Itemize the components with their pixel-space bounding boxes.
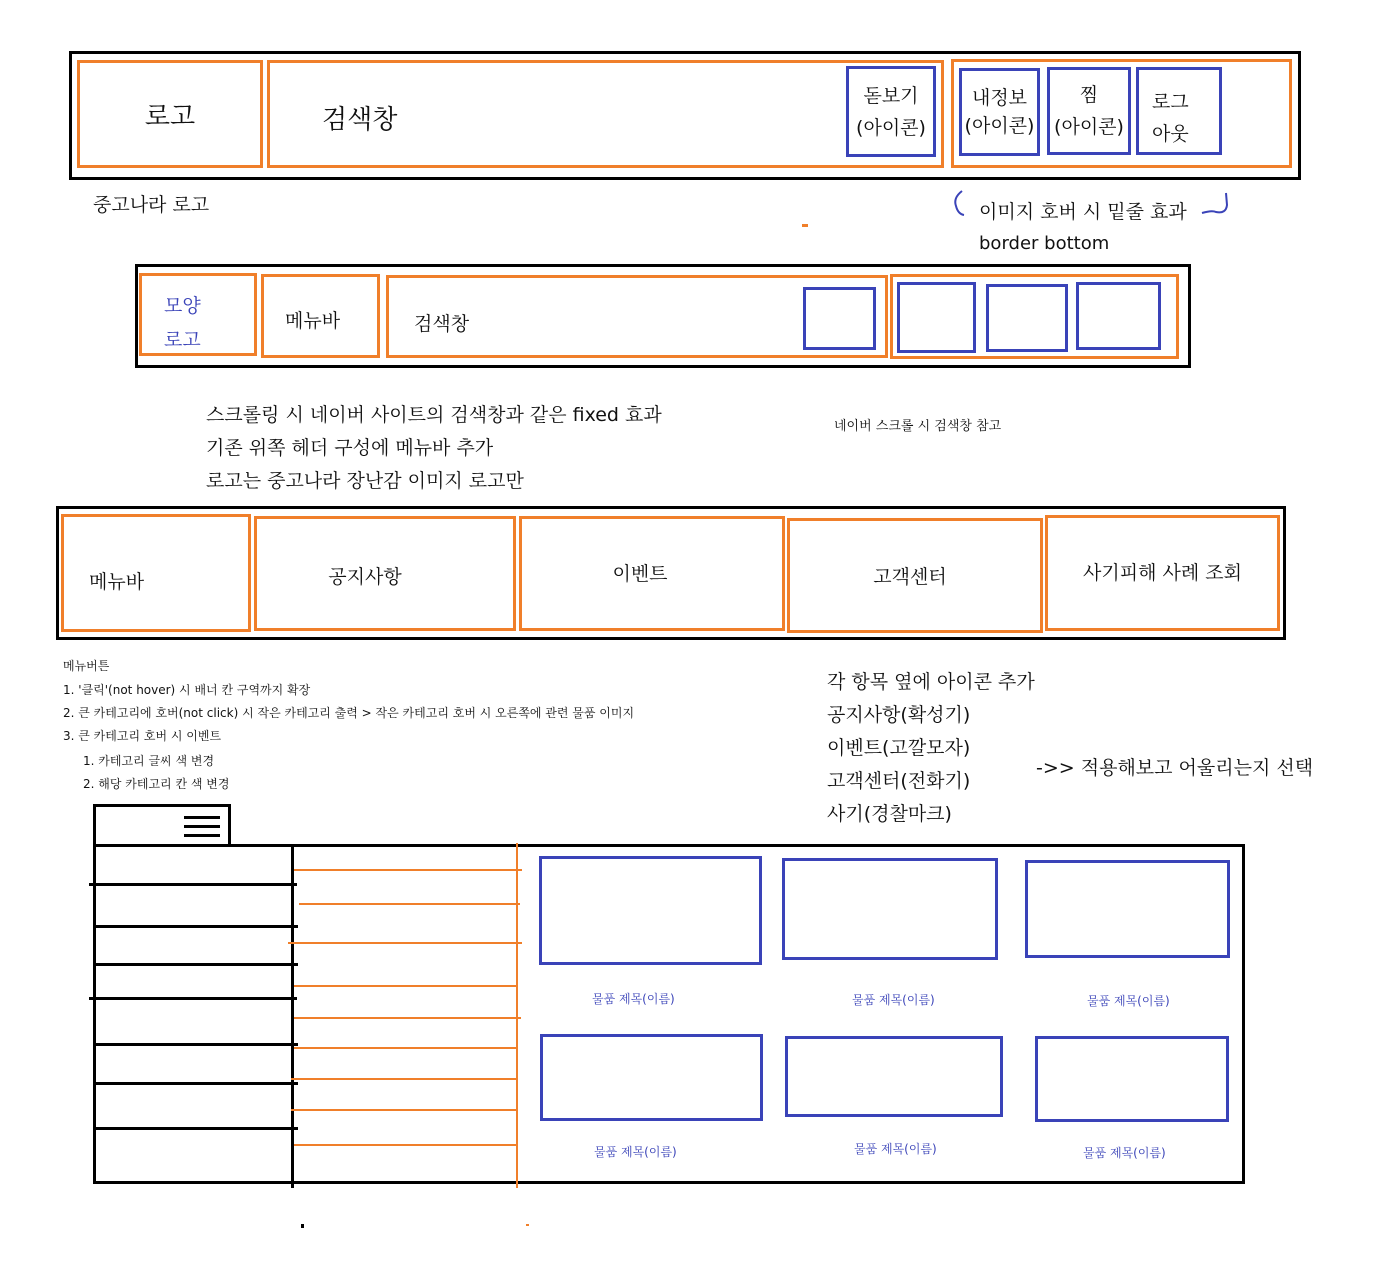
icon-choice-note: ->> 적용해보고 어울리는지 선택 [1036, 757, 1314, 779]
product-title-3[interactable]: 물품 제목(이름) [1087, 994, 1170, 1008]
magnifier-icon[interactable] [846, 66, 936, 157]
nav-item-customer-center[interactable] [787, 518, 1043, 633]
logo-label: 로고 [144, 101, 196, 132]
nav-item-notice[interactable] [254, 516, 516, 631]
product-image-6[interactable] [1035, 1036, 1229, 1122]
small-category-row-3[interactable] [288, 942, 522, 944]
product-title-2[interactable]: 물품 제목(이름) [852, 993, 935, 1007]
wishlist-icon[interactable] [1047, 67, 1131, 155]
stray-orange-mark [802, 224, 808, 227]
large-category-row-2[interactable] [93, 925, 298, 928]
magnifier-icon-2[interactable] [803, 287, 876, 350]
large-category-row-7[interactable] [93, 1127, 298, 1130]
large-category-row-5[interactable] [93, 1043, 298, 1046]
menu-subnote-1: 1. 카테고리 글씨 색 변경 [83, 754, 215, 768]
icon-note-3: 고객센터(전화기) [827, 770, 971, 792]
small-category-row-5[interactable] [294, 1017, 521, 1019]
large-category-row-1[interactable] [89, 883, 297, 886]
my-info-sublabel: (아이콘) [964, 115, 1035, 137]
small-category-row-6[interactable] [294, 1047, 518, 1049]
hamburger-icon[interactable] [184, 816, 220, 838]
product-title-5[interactable]: 물품 제목(이름) [854, 1142, 937, 1156]
menubar-label: 메뉴바 [285, 310, 341, 332]
nav-item-fraud-lookup-label: 사기피해 사례 조회 [1083, 562, 1242, 584]
product-title-1[interactable]: 물품 제목(이름) [592, 992, 675, 1006]
logout-sublabel: 아웃 [1152, 123, 1189, 145]
nav-item-customer-center-label: 고객센터 [873, 566, 947, 588]
product-image-4[interactable] [540, 1034, 763, 1121]
nav-item-event[interactable] [519, 516, 785, 631]
icon-note-1: 공지사항(확성기) [827, 704, 971, 726]
shape-logo-label: 모양 [164, 295, 201, 317]
small-category-row-8[interactable] [291, 1109, 518, 1111]
product-title-6[interactable]: 물품 제목(이름) [1083, 1146, 1166, 1160]
small-category-row-2[interactable] [299, 903, 520, 905]
logo-box[interactable] [77, 60, 263, 168]
wishlist-icon-2[interactable] [986, 284, 1068, 352]
icon-note-2: 이벤트(고깔모자) [827, 737, 971, 759]
nav-item-notice-label: 공지사항 [328, 566, 402, 588]
wishlist-label: 찜 [1079, 84, 1099, 106]
menu-note-3: 3. 큰 카테고리 호버 시 이벤트 [63, 729, 222, 743]
search-label-2: 검색창 [414, 313, 470, 335]
small-category-divider [516, 843, 518, 1188]
menu-button-note-title: 메뉴버튼 [63, 659, 110, 673]
my-info-icon[interactable] [959, 68, 1040, 156]
small-category-row-7[interactable] [291, 1078, 518, 1080]
wishlist-sublabel: (아이콘) [1054, 116, 1124, 138]
shape-logo-sublabel: 로고 [164, 329, 201, 351]
fixed-note-1: 스크롤링 시 네이버 사이트의 검색창과 같은 fixed 효과 [206, 404, 662, 426]
small-category-row-9[interactable] [294, 1144, 518, 1146]
stray-orange-mark-2 [526, 1224, 529, 1226]
icon-note-4: 사기(경찰마크) [827, 803, 952, 825]
fixed-note-2: 기존 위쪽 헤더 구성에 메뉴바 추가 [206, 437, 494, 459]
product-title-4[interactable]: 물품 제목(이름) [594, 1145, 677, 1159]
nav-item-menubar[interactable] [61, 514, 251, 632]
nav-item-fraud-lookup[interactable] [1045, 515, 1280, 631]
hover-note: 이미지 호버 시 밑줄 효과 [979, 201, 1187, 223]
menu-subnote-2: 2. 해당 카테고리 칸 색 변경 [83, 777, 230, 791]
nav-item-menubar-label: 메뉴바 [89, 571, 145, 593]
small-category-row-1[interactable] [294, 869, 522, 871]
naver-reference-note: 네이버 스크롤 시 검색창 참고 [834, 419, 1002, 434]
search-box[interactable] [267, 60, 944, 168]
menu-note-2: 2. 큰 카테고리에 호버(not click) 시 작은 카테고리 출력 > 작은 카테고리 호버 시 오른쪽에 관련 물품 이미지 [63, 706, 635, 720]
hamburger-tab[interactable] [93, 804, 231, 847]
shape-logo-box[interactable] [139, 273, 257, 356]
search-label: 검색창 [322, 105, 398, 135]
large-category-row-6[interactable] [93, 1082, 298, 1085]
product-image-3[interactable] [1025, 860, 1230, 958]
my-info-label: 내정보 [971, 87, 1028, 109]
large-category-row-4[interactable] [89, 997, 297, 1000]
border-bottom-note: border bottom [979, 233, 1110, 254]
icon-note-0: 각 항목 옆에 아이콘 추가 [827, 671, 1035, 693]
menubar-box[interactable] [261, 274, 380, 358]
menu-note-1: 1. '클릭'(not hover) 시 배너 칸 구역까지 확장 [63, 683, 311, 697]
product-image-1[interactable] [539, 856, 762, 965]
product-image-2[interactable] [782, 858, 998, 960]
stray-black-mark [301, 1224, 304, 1228]
logout-button[interactable] [1136, 67, 1222, 155]
nav-item-event-label: 이벤트 [612, 563, 668, 585]
fixed-note-3: 로고는 중고나라 장난감 이미지 로고만 [206, 470, 524, 492]
my-info-icon-2[interactable] [897, 282, 976, 353]
magnifier-sublabel: (아이콘) [856, 116, 926, 139]
logout-label: 로그 [1152, 91, 1189, 113]
product-image-5[interactable] [785, 1036, 1003, 1117]
logo-note: 중고나라 로고 [93, 194, 210, 216]
magnifier-label: 돋보기 [863, 84, 919, 107]
large-category-row-3[interactable] [93, 963, 298, 966]
logout-button-2[interactable] [1076, 282, 1161, 350]
small-category-row-4[interactable] [294, 985, 518, 987]
